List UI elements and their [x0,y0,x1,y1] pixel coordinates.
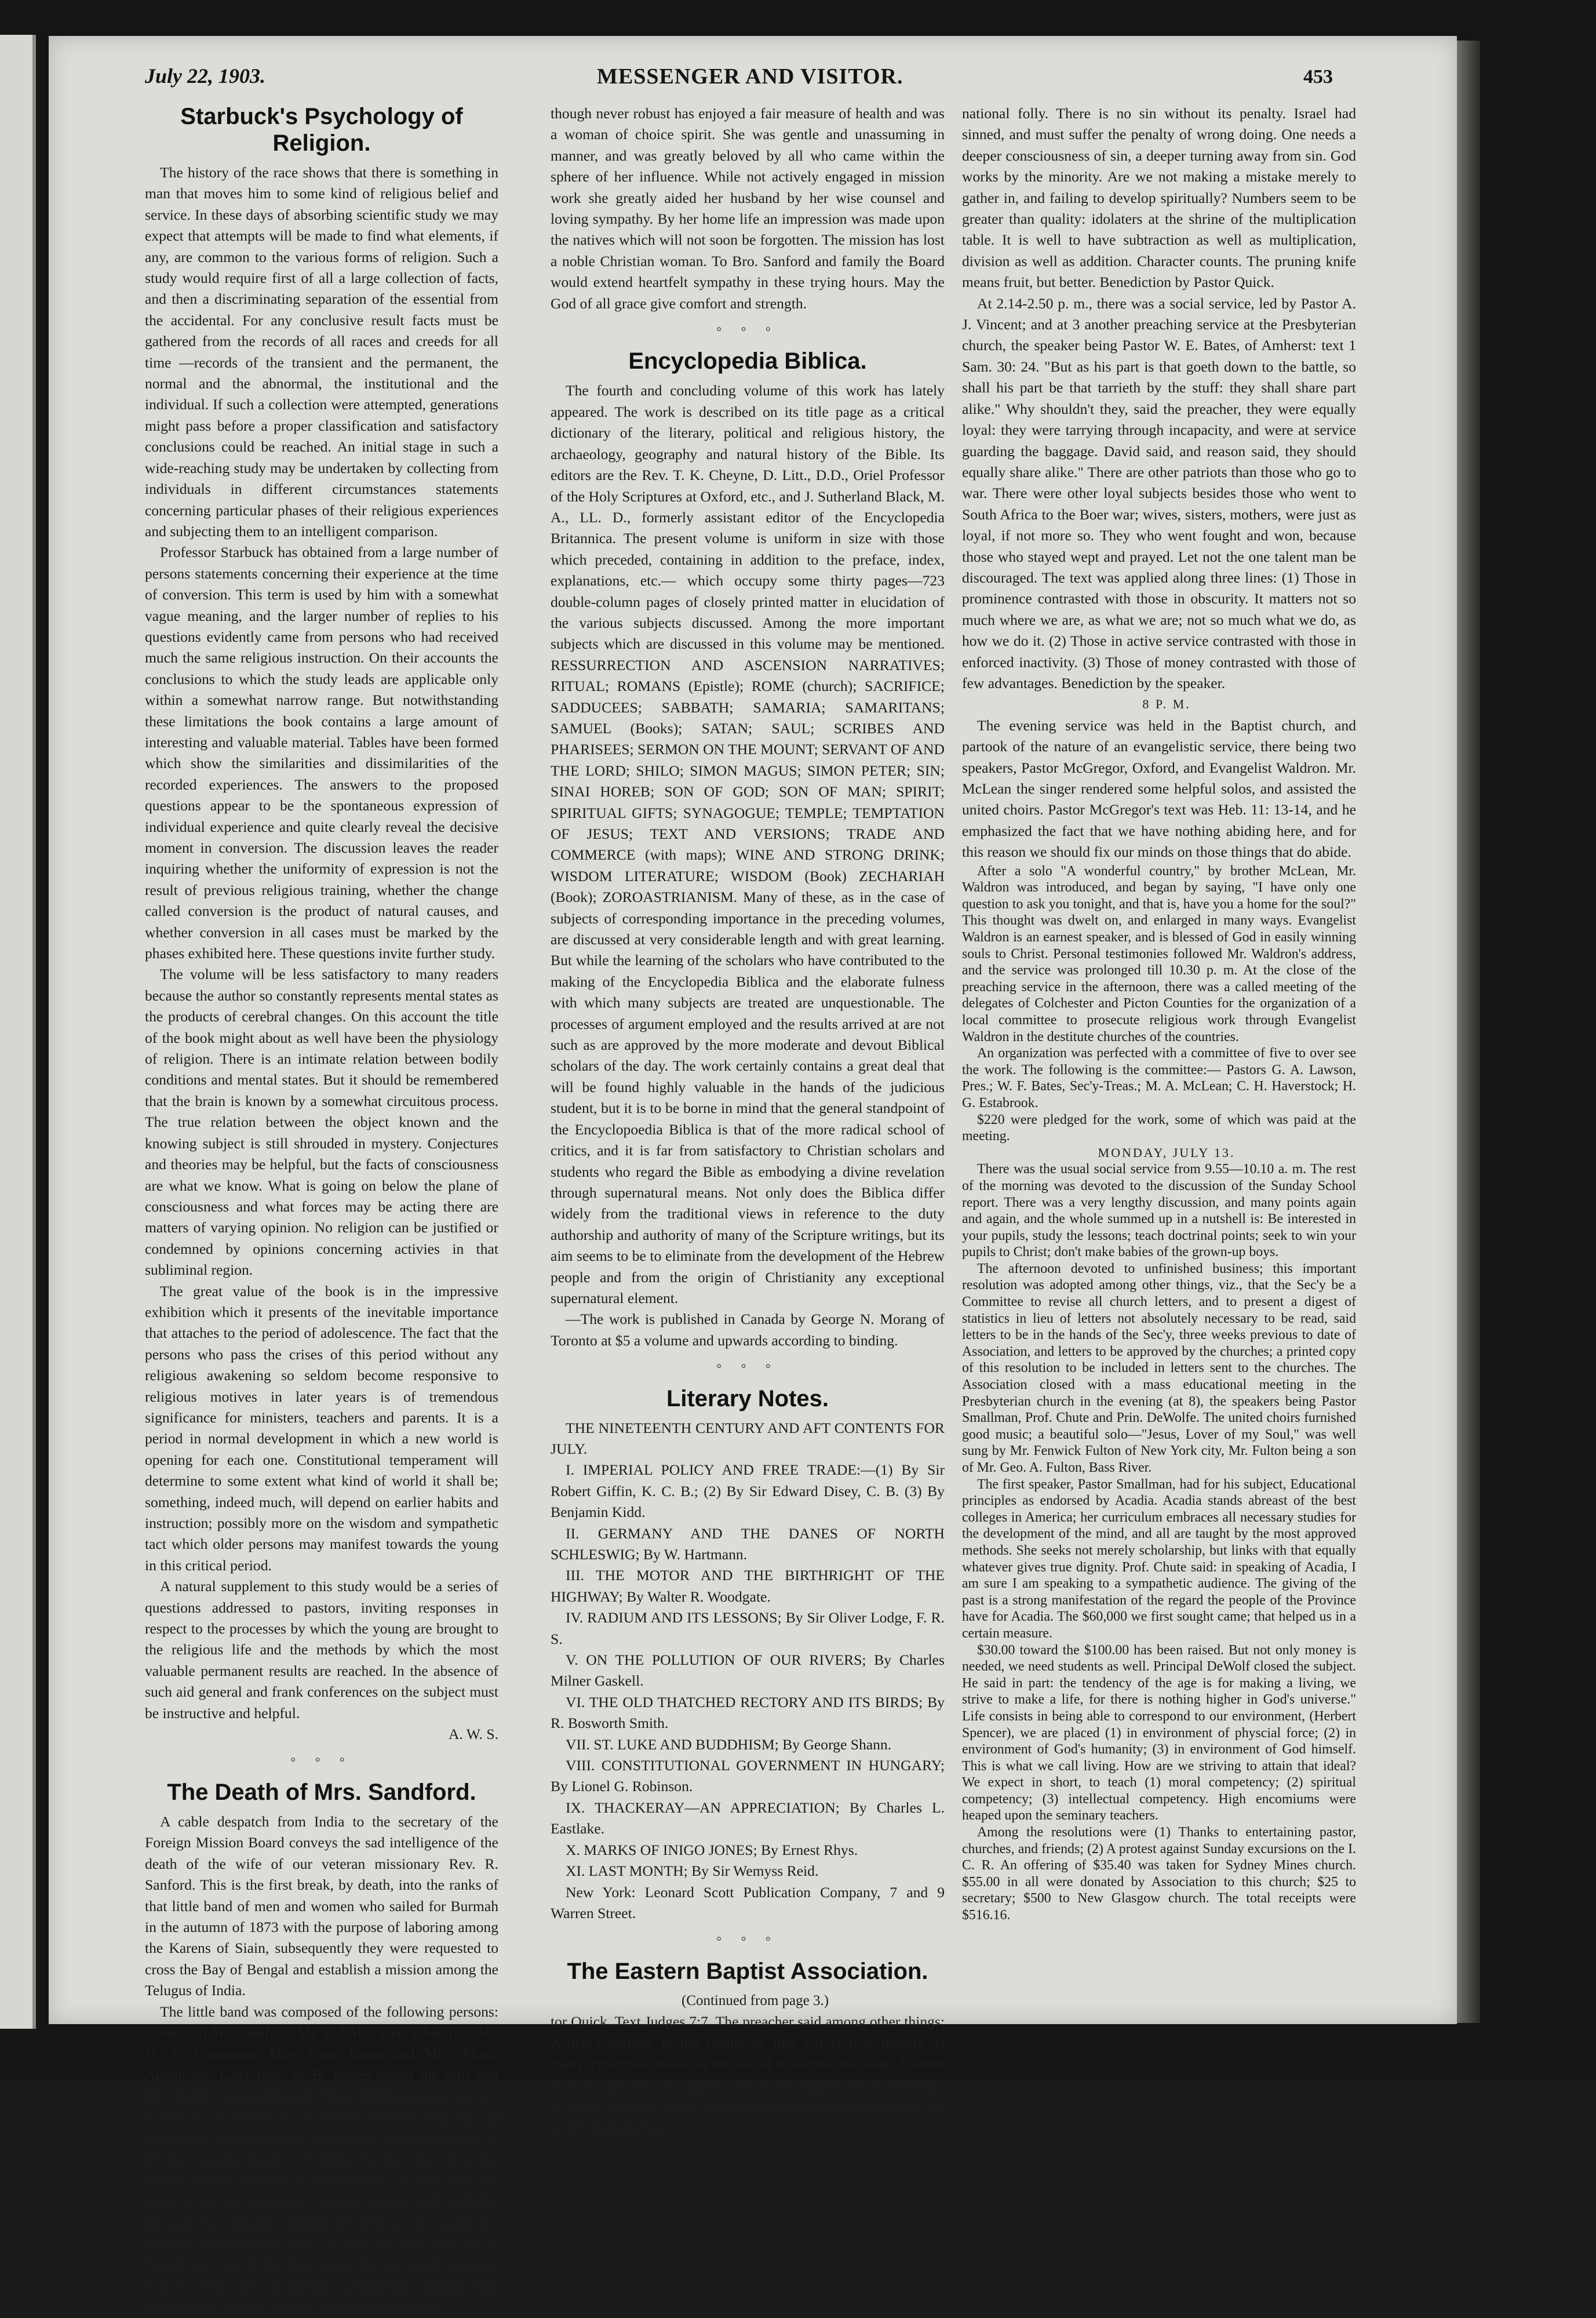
author-signature: A. W. S. [448,1726,498,1743]
article-heading: Encyclopedia Biblica. [628,348,867,374]
paragraph: The history of the race shows that there is something in man that moves him to some kind of religious belief and service. In these days of absorbing scientific study we may expect that attempts will be made to find what elements, if any, are common to the various forms of religion. Such a study would require first of all a large collection of facts, and then a discriminating separation of the essential from the accidental. For any conclusive result facts must be gathered from the records of all races and creeds for all time —records of the transient and the permanent, the normal and the abnormal, the institutional and the individual. If such a collection were attempted, generations might pass before a proper classification and satisfactory conclusions could be reached. An initial stage in such a wide-reaching study may be undertaken by collecting from individuals in different circumstances statements concerning particular phases of their religious experiences and subjecting them to an intelligent comparison. [145,164,498,540]
article-heading: The Eastern Baptist Association. [567,1958,928,1984]
paragraph: Among the resolutions were (1) Thanks to entertaining pastor, churches, and friends; (2) A protest against Sunday excursions on the I. C. R. An offering of $35.40 was taken for Sydney Mines church. $55.00 in all were donated by Association to this church; $25 to secretary; $500 to New Glasgow church. The total receipts were $516.16. [962,1825,1356,1923]
paragraph: The volume will be less satisfactory to many readers because the author so constantly represents mental states as the products of cerebral changes. On this account the title of the book might about as well have been the physiology of religion. There is an intimate relation between bodily conditions and mental states. But it should be remembered that the brain is known by a somewhat circuitous process. The true relation between the object known and the knowing subject is still shrouded in mystery. Conjectures and theories may be helpful, but the facts of consciousness are what we know. What is going on below the plane of consciousness and what forces may be acting there are matters of varying opinion. No religion can be justified or condemned by opinions concerning activies in that subliminal region. [145,966,498,1279]
list-item: III. THE MOTOR AND THE BIRTHRIGHT OF THE HIGHWAY; By Walter R. Woodgate. [551,1567,945,1605]
list-item: I. IMPERIAL POLICY AND FREE TRADE:—(1) By Sir Robert Giffin, K. C. B.; (2) By Sir Edward Disey, C. B. (3) By Benjamin Kidd. [551,1461,945,1521]
article-heading: Starbuck's Psychology of Religion. [180,104,463,156]
section-ornament: ° ° ° [290,1755,353,1770]
literary-intro: THE NINETEENTH CENTURY AND AFT CONTENTS FOR JULY. [551,1419,945,1457]
page-edge-shadow [32,35,36,2029]
list-item: VII. ST. LUKE AND BUDDHISM; By George Shann. [566,1735,892,1753]
paragraph: The evening service was held in the Baptist church, and partook of the nature of an evangelistic service, there being two speakers, Pastor McGregor, Oxford, and Evangelist Waldron. Mr. McLean the singer rendered some helpful solos, and assisted the united choirs. Pastor McGregor's text was Heb. 11: 13-14, and he emphasized the fact that we have nothing abiding here, and for this reason we should fix our minds on those things that do abide. [962,716,1356,861]
page-header [93,58,1368,99]
paragraph: —The work is published in Canada by George N. Morang of Toronto at $5 a volume and upwards according to binding. [551,1311,945,1349]
paragraph: The little band was composed of the following persons: —Mr. and Mrs. Sanford, Mr. and Mrs. Geo. Churchill, Mr. W. F. Armstrong, Miss Flora Eaton and Miss Maria Armstrong. Later Rev. W. B. Boggs joined the staff and Miss Eaton became his wife. Miss Armstrong was married to Rev. G. F. Currie of the Ontario Mission. Through all these years the ranks of this little band remained unbroken. Of the original group all remain to this day in active service either at home or abroad. Mrs. Currie after the death of her husband never returned to her work in India. Dr. and Mrs. Boggs continue their labors in connection with the Missionary Union, as also Mr. and Mrs. W. F. Armstrong. God in His Providence has graciously watched over our little mission and has wonderfully sustained the missionaries in their arduous labors. Mrs. Sanford [145,2003,498,2316]
small-print-block [962,863,1356,1924]
section-ornament: ° ° ° [716,1361,779,1376]
article-eastern-baptist [551,1958,945,2138]
paragraph: The first speaker, Pastor Smallman, had for his subject, Educational principles as endorsed by Acadia. Acadia stands abreast of the best colleges in America; her curriculum embraces all necessary studies for the development of the mind, and all are taught by the most approved methods. She seeks not merely scholarship, but links with that equally whatever gives true dignity. Prof. Chute said: in speaking of Acadia, I am sure I am speaking to a sympathetic audience. The giving of the past is a strong manifestation of the regard the people of the Province have for Acadia. The $60,000 we first sought came; that helped us in a certain measure. [962,1476,1356,1641]
list-item: XI. LAST MONTH; By Sir Wemyss Reid. [566,1862,819,1880]
paragraph: tor Quick. Text Judges 7:7. The preacher said among other things: A man's purpose in life should be like a river that, despite its many tributaries, flows on and on till it reaches the ocean. Gideon was a man with a purpose not easily turned aside. God had promised victory. 32,000 men would reflect man's glory; the 300 God's. National sin is [551,2013,945,2136]
paragraph: The great value of the book is in the impressive exhibition which it presents of the inevitable importance that attaches to the period of adolescence. The fact that the persons who pass the crises of this period without any religious awakening so seldom become responsive to religious motives in later years is of tremendous significance for ministers, teachers and parents. It is a period in normal development in which a new world is opening for each one. Constitutional temperament will determine to some extent what kind of world it shall be; something, indeed much, will depend on earlier habits and instruction; possibly more on the wisdom and sympathetic tact which older persons may manifest towards the young in this critical period. [145,1282,498,1574]
paragraph: national folly. There is no sin without its penalty. Israel had sinned, and must suffer the penalty of wrong doing. One needs a deeper consciousness of sin, a deeper turning away from sin. God works by the minority. Are we not making a mistake merely to gather in, and failing to develop spiritually? Numbers seem to be greater than quality: idolaters at the shrine of the multiplication table. It is well to have subtraction as well as multiplication, division as well as addition. Character counts. The pruning knife means fruit, but better. Benediction by Pastor Quick. [962,105,1356,291]
list-item: IX. THACKERAY—AN APPRECIATION; By Charles L. Eastlake. [551,1799,945,1837]
list-item: New York: Leonard Scott Publication Company, 7 and 9 Warren Street. [551,1883,945,1922]
list-item: IV. RADIUM AND ITS LESSONS; By Sir Oliver Lodge, F. R. S. [551,1609,945,1647]
article-literary-notes [551,1385,945,1924]
previous-page-edge [0,35,36,2029]
paragraph-continued: though never robust has enjoyed a fair measure of health and was a woman of choice spirit. She was gentle and unassuming in manner, and was greatly beloved by all who came within the sphere of her influence. While not actively engaged in mission work she greatly aided her husband by her wise counsel and loving sympathy. By her home life an impression was made upon the natives which will not soon be forgotten. The mission has lost a noble Christian woman. To Bro. Sanford and family the Board would extend heartfelt sympathy in these trying hours. May the God of all grace give comfort and strength. [551,105,945,312]
article-encyclopedia [551,348,945,1351]
list-item: VI. THE OLD THATCHED RECTORY AND ITS BIRDS; By R. Bosworth Smith. [551,1693,945,1732]
masthead-title: MESSENGER AND VISITOR. [597,64,903,89]
page-right-shadow [1457,41,1480,2023]
paragraph: The fourth and concluding volume of this work has lately appeared. The work is described on its title page as a critical dictionary of the literary, political and religious history, the archaeology, geography and natural history of the Bible. Its editors are the Rev. T. K. Cheyne, D. Litt., D.D., Oriel Professor of the Holy Scriptures at Oxford, etc., and J. Sutherland Black, M. A., LL. D., formerly assistant editor of the Encyclopedia Britannica. The present volume is uniform in size with those which preceded, containing in addition to the preface, index, explanations, etc.— which occupy some thirty pages—723 double-column pages of closely printed matter in elucidation of the various subjects discussed. Among the more important subjects which are discussed in this volume may be mentioned. RESSURRECTION AND ASCENSION NARRATIVES; RITUAL; ROMANS (Epistle); ROME (church); SACRIFICE; SADDUCEES; SABBATH; SAMARIA; SAMARITANS; SAMUEL (Books); SATAN; SAUL; SCRIBES AND PHARISEES; SERMON ON THE MOUNT; SERVANT OF AND THE LORD; SHILO; SIMON MAGUS; SIMON PETER; SIN; SINAI HOREB; SON OF GOD; SON OF MAN; SPIRIT; SPIRITUAL GIFTS; SYNAGOGUE; TEMPLE; TEMPTATION OF JESUS; TEXT AND VERSIONS; TRADE AND COMMERCE (with maps); WINE AND STRONG DRINK; WISDOM LITERATURE; WISDOM (Book) ZECHARIAH (Book); ZOROASTRIANISM. Many of these, as in the case of subjects of corresponding importance in the preceding volumes, are discussed at very considerable length and with great learning. But while the learning of the scholars who have contributed to the making of the Encyclopedia Biblica and the elaborate fulness with which many subjects are treated are unquestionable. The processes of argument employed and the results arrived at are not such as are approved by the more moderate and devout Biblical scholars of the day. The work certainly contains a great deal that will be found highly valuable in the hands of the judicious student, but it is to be borne in mind that the general standpoint of the Encyclopoedia Biblica is that of the more radical school of critics, and it is far from satisfactory to Christian scholars and students who regard the Bible as embodying a divine revelation through supernatural means. Not only does the Biblica differ widely from the traditional views in reference to the duty authorship and authority of many of the Scripture writings, but its aim seems to be to eliminate from the development of the Hebrew people and from the origin of Christianity any exceptional supernatural element. [551,382,945,1307]
column-2 [551,103,945,2138]
column-3 [962,103,1356,1924]
article-starbuck [145,103,498,1745]
time-heading: 8 P. M. [1142,697,1191,712]
section-ornament: ° ° ° [716,324,779,339]
paragraph: The afternoon devoted to unfinished business; this important resolution was adopted among other things, viz., that the Sec'y be a Committee to revise all church letters, and to present a digest of statistics in lieu of letters not absolutely necessary to be read, said letters to be in the hands of the Sec'y, three weeks previous to date of Association, and letters to be approved by the churches; a printed copy of this resolution to be included in letters sent to the churches. The Association closed with a mass educational meeting in the Presbyterian church in the evening (at 8), the speakers being Pastor Smallman, Prof. Chute and Prin. DeWolfe. The united choirs furnished good music; a beautiful solo—"Jesus, Lover of my Soul," was well sung by Mr. Fenwick Fulton of New York city, Mr. Fulton being a son of Mr. Geo. A. Fulton, Bass River. [962,1261,1356,1475]
page-number: 453 [1303,66,1333,88]
list-item: V. ON THE POLLUTION OF OUR RIVERS; By Charles Milner Gaskell. [551,1651,945,1690]
article-heading: The Death of Mrs. Sandford. [167,1779,476,1805]
list-item: II. GERMANY AND THE DANES OF NORTH SCHLESWIG; By W. Hartmann. [551,1524,945,1563]
paragraph: A natural supplement to this study would be a series of questions addressed to pastors, inviting responses in respect to the processes by which the young are brought to the religious life and the methods by which the most valuable permanent results are reached. In the absence of such aid general and frank conferences on the subject must be instructive and helpful. [145,1578,498,1722]
paragraph: There was the usual social service from 9.55—10.10 a. m. The rest of the morning was devoted to the discussion of the Sunday School report. There was a very lengthy discussion, and many points again and again, and the whole summed up in a nutshell is: Be interested in your pupils, study the lessons; teach doctrinal points; seek to win your pupils to Christ; don't make babies of the grown-up boys. [962,1162,1356,1260]
list-item: X. MARKS OF INIGO JONES; By Ernest Rhys. [566,1841,858,1858]
paragraph: A cable despatch from India to the secretary of the Foreign Mission Board conveys the sad intelligence of the death of the wife of our veteran missionary Rev. R. Sanford. This is the first break, by death, into the ranks of that little band of men and women who sailed for Burmah in the autumn of 1873 with the purpose of laboring among the Karens of Siain, subsequently they were requested to cross the Bay of Bengal and establish a mission among the Telugus of India. [145,1813,498,1999]
article-heading: Literary Notes. [666,1385,829,1411]
paragraph: An organization was perfected with a committee of five to over see the work. The following is the committee:— Pastors G. A. Lawson, Pres.; W. F. Bates, Sec'y-Treas.; M. A. McLean; C. H. Haverstock; H. G. Estabrook. [962,1046,1356,1111]
article-subheading: (Continued from page 3.) [681,1992,829,2008]
paragraph: Professor Starbuck has obtained from a large number of persons statements concerning their experience at the time of conversion. This term is used by him with a somewhat vague meaning, and the larger number of replies to his questions evidently came from persons who had received much the same religious instruction. On their accounts the conclusions to which the study leads are applicable only within a somewhat narrow range. But notwithstanding these limitations the book contains a large amount of interesting and valuable material. Tables have been formed which show the similarities and dissimilarities of the recorded experiences. The answers to the proposed questions appear to be the spontaneous expression of individual experience and quite clearly reveal the decisive moment in conversion. The discussion leaves the reader inquiring whether the uniformity of expression is not the result of previous religious training, whether the change called conversion is the product of natural causes, and whether conversion in all cases must be marked by the phases exhibited here. These questions invite further study. [145,544,498,962]
section-ornament: ° ° ° [716,1934,779,1949]
paragraph: After a solo "A wonderful country," by brother McLean, Mr. Waldron was introduced, and began by saying, "I have only one question to ask you tonight, and that is, have you a home for the soul?" This thought was dwelt on, and enlarged in many ways. Evangelist Waldron is an earnest speaker, and is blessed of God in easily winning souls to Christ. Personal testimonies followed Mr. Waldron's address, and the service was prolonged till 10.30 p. m. At the close of the preaching service in the afternoon, there was a called meeting of the delegates of Colchester and Picton Counties for the organization of a local committee to prosecute religious work through Evangelist Waldron in the destitute churches of the countries. [962,863,1356,1045]
issue-date: July 22, 1903. [145,64,266,88]
column-1 [145,103,498,2318]
paragraph: At 2.14-2.50 p. m., there was a social service, led by Pastor A. J. Vincent; and at 3 another preaching service at the Presbyterian church, the speaker being Pastor W. E. Bates, of Amherst: text 1 Sam. 30: 24. "But as his part is that goeth down to the battle, so shall his part be that tarrieth by the stuff: they shall share part alike." Why shouldn't they, said the preacher, they were equally loyal: they were tarrying through incapacity, and were at service guarding the baggage. David said, and reason said, they should equally share alike." There are other patriots than those who go to war. There were other loyal subjects besides those who went to South Africa to the Boer war; wives, sisters, mothers, were just as loyal, if not more so. They who went fought and won, because those who stayed wept and prayed. Let not the one talent man be discouraged. The text was applied along three lines: (1) Those in prominence contrasted with those in obscurity. It matters not so much where we are, as what we are; not so much what we do, as how we do it. (2) Those in active service contrasted with those in enforced inactivity. (3) Those of money contrasted with those of few advantages. Benediction by the speaker. [962,294,1356,692]
paragraph: $220 were pledged for the work, some of which was paid at the meeting. [962,1112,1356,1144]
day-heading: MONDAY, JULY 13. [1098,1145,1236,1160]
article-sanford [145,1779,498,2318]
paragraph: $30.00 toward the $100.00 has been raised. But not only money is needed, we need students as well. Principal DeWolf closed the subject. He said in part: the tendency of the age is for making a living, we strive to make a life, for there is nothing higher in God's universe." Life consists in being able to correspond to our environment, (Herbert Spencer), we are placed (1) in environment of physcial force; (2) in environment of God's humanity; (3) in environment of God himself. This is what we call living. How are we striving to attain that ideal? We expect in short, to teach (1) moral competency; (2) spiritual competency; (3) intellectual competency. High encomiums were heaped upon the seminary teachers. [962,1642,1356,1824]
list-item: VIII. CONSTITUTIONAL GOVERNMENT IN HUNGARY; By Lionel G. Robinson. [551,1757,945,1795]
